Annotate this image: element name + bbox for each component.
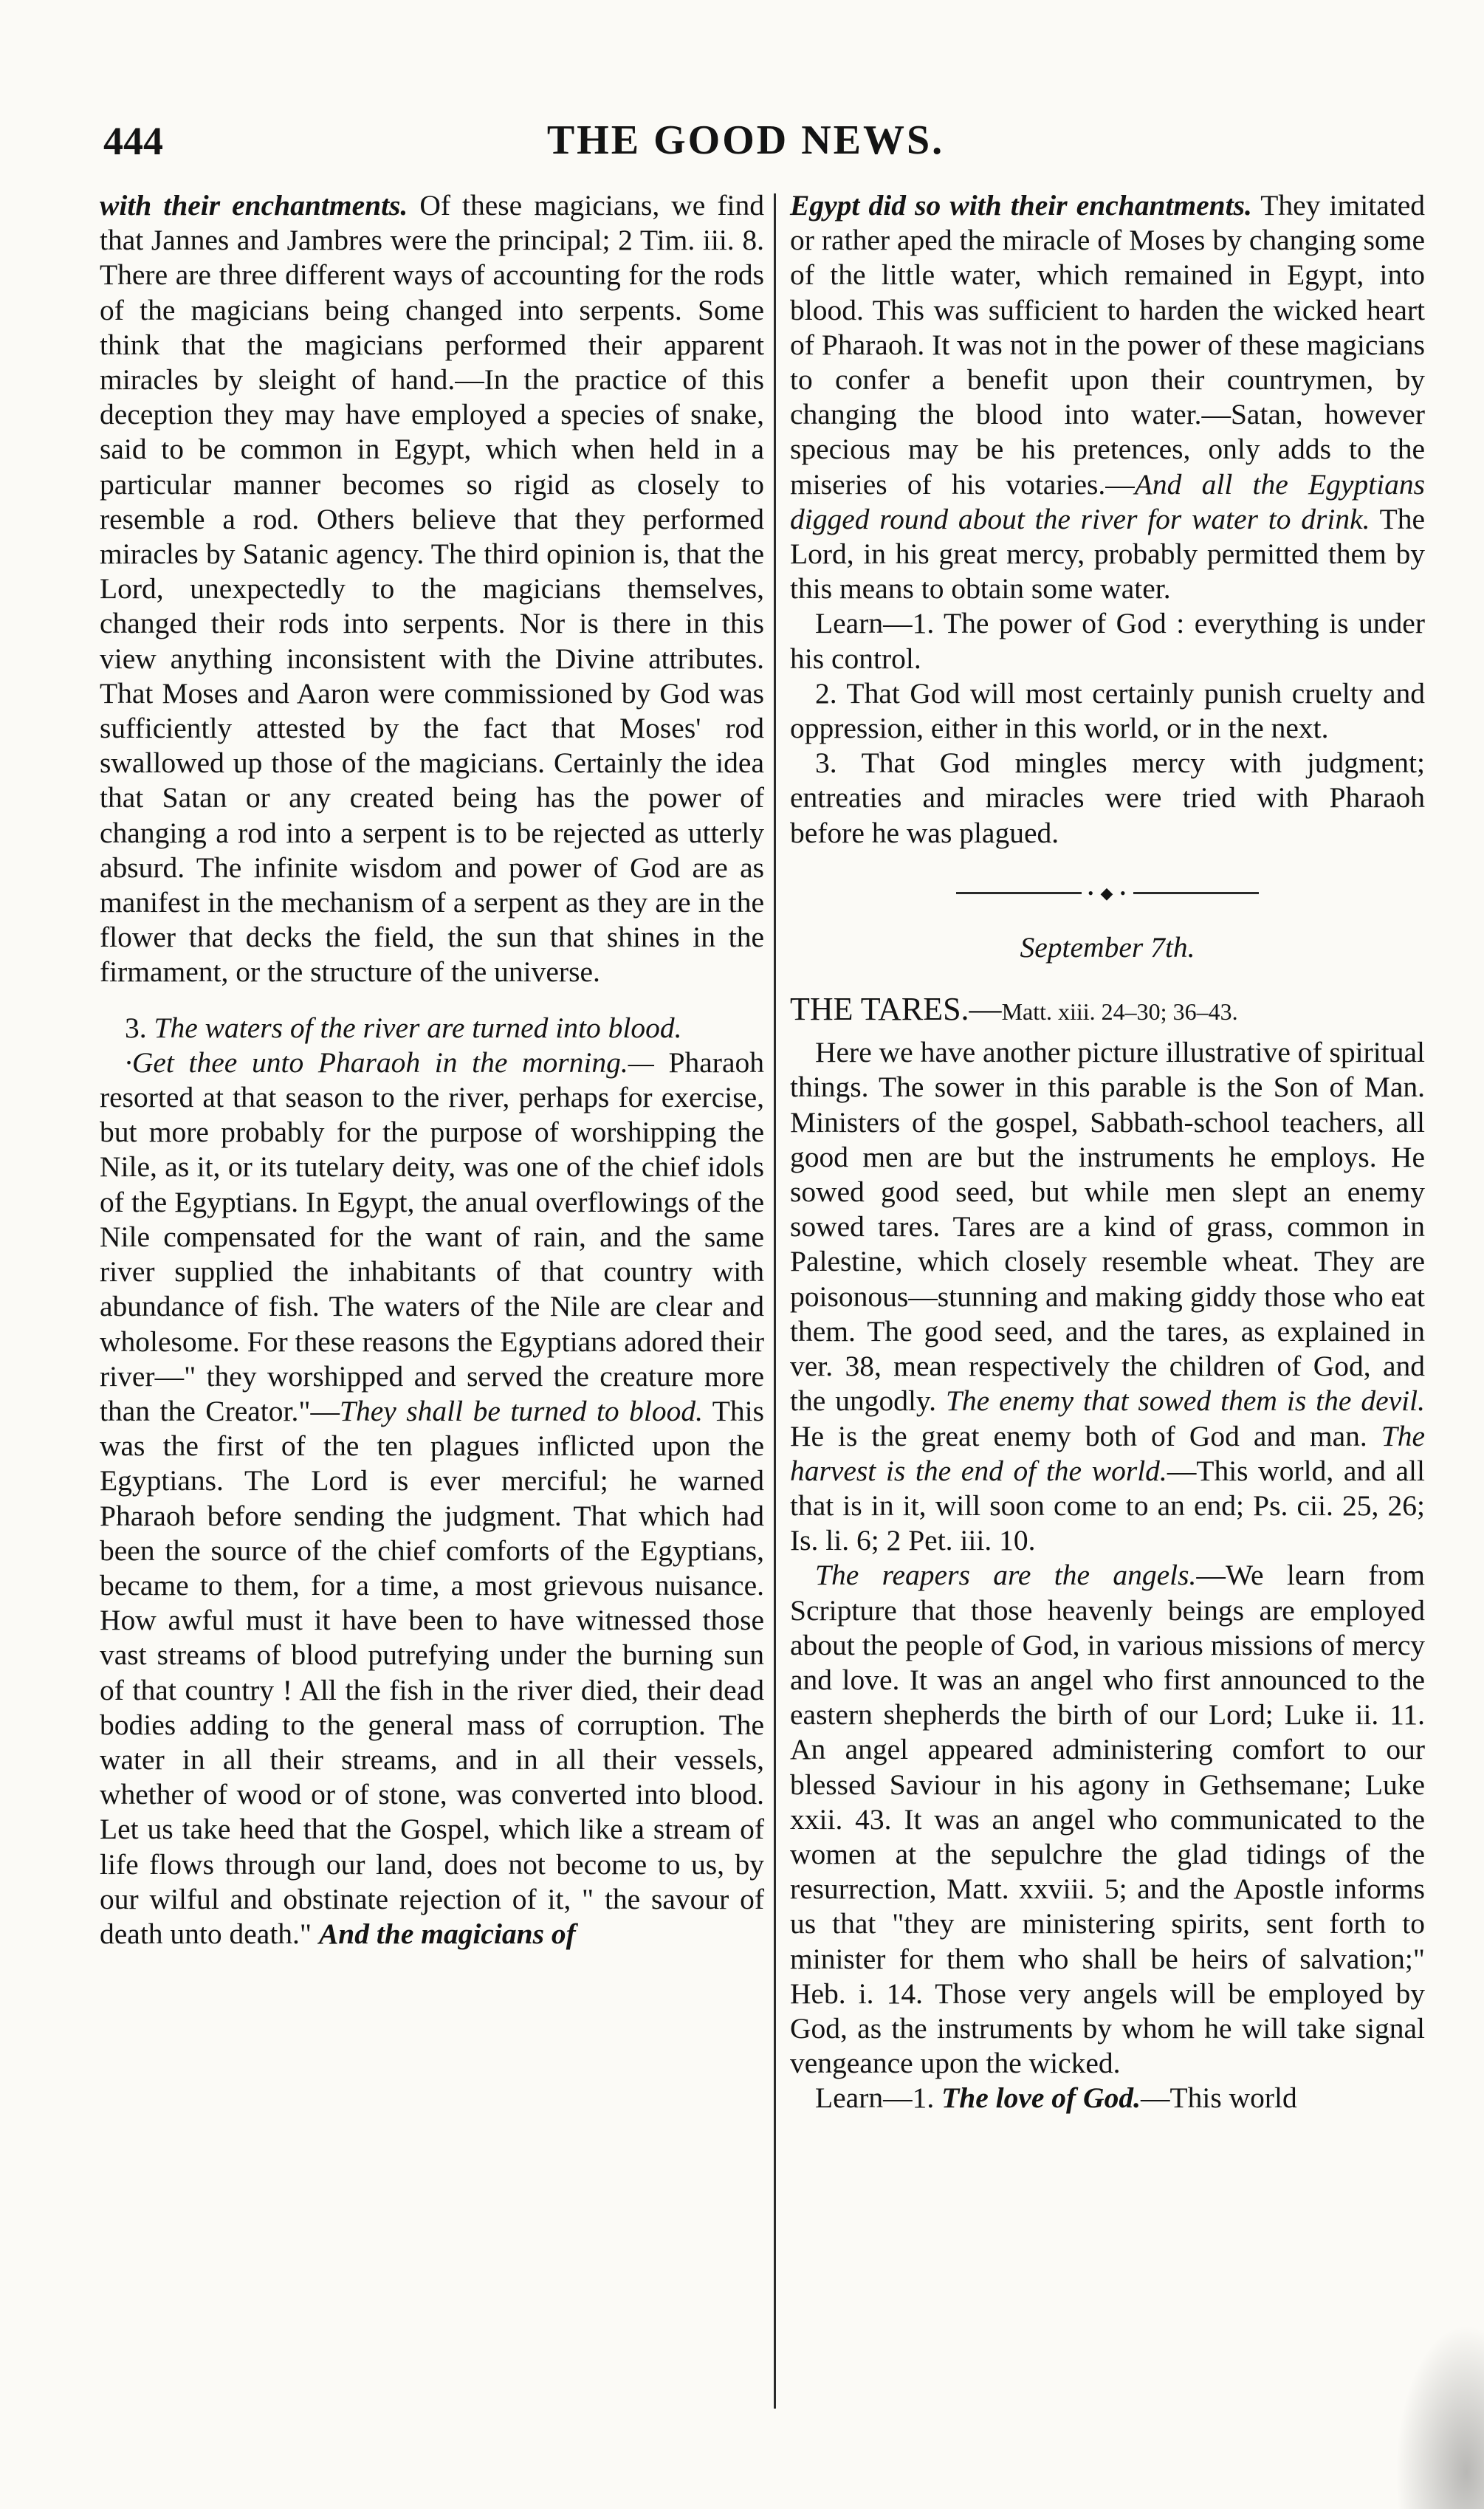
section-reference: Matt. xiii. 24–30; 36–43. xyxy=(1001,998,1238,1026)
text-run: Pharaoh resorted at that season to the river, perhaps for exercise, but more probably for the purpose of worshipping the Nile, as it, or its tutelary deity, was one of the chief idols of the Egyptians. In Egypt, the anual overflowings of the Nile compensated for the want of rain, and the same river supplied the inhabitants of that country with abundance of fish. The waters of the Nile are clear and wholesome. For these reasons the Egyptians adored their river—" they worshipped and served the creature more than the Creator."— xyxy=(100,1046,764,1427)
text-run: The reapers are the angels. xyxy=(815,1559,1197,1592)
text-run: —This world xyxy=(1140,2081,1297,2115)
section-ornament xyxy=(790,883,1425,902)
text-run: This was the first of the ten plagues inflicted upon the Egyptians. The Lord is ever merciful; he warned Pharaoh before sending the judgment. That which had been the source of the chief comforts of the Egyptians, became to them, for a time, a most grievous nuisance. How awful must it have been to have witnessed those vast streams of blood putrefying under the burning sun of that country ! All the fish in the river died, their dead bodies adding to the general mass of corruption. The water in all their streams, and in all their vessels, whether of wood or of stone, was converted into blood. Let us take heed that the Gospel, which like a stream of life flows through our land, does not become to us, by our wilful and obstinate rejection of it, " the savour of death unto death." xyxy=(100,1394,764,1950)
column-rule xyxy=(774,193,776,2409)
paragraph-pharaoh-river xyxy=(100,1046,764,1952)
text-run: They shall be turned to blood. xyxy=(340,1394,703,1427)
ornament-line-right xyxy=(1133,892,1259,894)
page-number: 444 xyxy=(103,119,163,163)
text-run: Learn—1. xyxy=(815,2081,942,2115)
paragraph-tares xyxy=(790,1035,1425,1558)
text-run: The Lord, in his great mercy, probably permitted them by this means to obtain some water. xyxy=(790,502,1425,605)
text-run: 3. xyxy=(125,1011,154,1044)
paragraph-learn-love xyxy=(790,2081,1425,2115)
paragraph-magicians xyxy=(100,188,764,990)
text-run: with their enchantments. xyxy=(100,189,408,222)
text-run: The harvest is the end of the world. xyxy=(790,1419,1425,1487)
text-run: —This world, and all that is in it, will soon come to an end; Ps. cii. 25, 26; Is. li. 6; 2 Pet. iii. 10. xyxy=(790,1454,1425,1557)
section-title xyxy=(790,992,1425,1029)
text-run: He is the great enemy both of God and man. xyxy=(790,1419,1381,1452)
text-run: —We learn from Scripture that those heavenly beings are employed about the people of God, in various missions of mercy and love. It was an angel who first announced to the eastern shepherds the birth of our Lord; Luke ii. 11. An angel appeared administering comfort to our blessed Saviour in his agony in Gethsemane; Luke xxii. 43. It was an angel who communicated to the women at the sepulchre the glad tidings of the resurrection, Matt. xxviii. 5; and the Apostle informs us that "they are ministering spirits, sent forth to minister for them who shall be heirs of salvation;" Heb. i. 14. Those very angels will be employed by God, as the instruments by whom he will take signal vengeance upon the wicked. xyxy=(790,1559,1425,2080)
ornament-dots: • ◆ • xyxy=(1088,883,1127,902)
running-head: THE GOOD NEWS. xyxy=(546,117,945,163)
text-run: The love of God. xyxy=(941,2081,1141,2115)
page-corner-stain xyxy=(1395,2324,1484,2509)
ornament-line-left xyxy=(956,892,1082,894)
learn-point-2: 2. That God will most certainly punish cruelty and oppression, either in this world, or in the next. xyxy=(790,676,1425,745)
text-run: And the magicians of xyxy=(318,1917,576,1950)
paragraph-reapers xyxy=(790,1558,1425,2081)
page-header xyxy=(96,111,1395,170)
text-run: ·Get thee unto Pharaoh in the morning.— xyxy=(125,1046,654,1079)
dateline: September 7th. xyxy=(1020,930,1195,964)
subheading-waters-to-blood xyxy=(100,1011,764,1046)
text-run: They imitated or rather aped the miracle of Moses by changing some of the little water, which remained in Egypt, into blood. This was sufficient to harden the wicked heart of Pharaoh. It was not in the power of these magicians to confer a benefit upon their countrymen, by changing the blood into water.—Satan, however specious may be his pretences, only adds to the miseries of his votaries.— xyxy=(790,189,1425,501)
left-column xyxy=(100,188,764,1952)
text-run: The waters of the river are turned into blood. xyxy=(154,1011,682,1044)
text-run: Of these magicians, we find that Jannes and Jambres were the principal; 2 Tim. iii. 8. There are three different ways of accounting for the rods of the magicians being changed into serpents. Some think that the magicians performed their apparent miracles by sleight of hand.—In the practice of this deception they may have employed a species of snake, said to be common in Egypt, which when held in a particular manner becomes so rigid as closely to resemble a rod. Others believe that they performed miracles by Satanic agency. The third opinion is, that the Lord, unexpectedly to the magicians themselves, changed their rods into serpents. Nor is there in this view anything inconsistent with the Divine attributes. That Moses and Aaron were commissioned by God was sufficiently attested by the fact that Moses' rod swallowed up those of the magicians. Certainly the idea that Satan or any created being has the power of changing a rod into a serpent is to be rejected as utterly absurd. The infinite wisdom and power of God are as manifest in the mechanism of a serpent as they are in the flower that decks the field, the sun that shines in the firmament, or the structure of the universe. xyxy=(100,189,764,989)
text-run: The enemy that sowed them is the devil. xyxy=(945,1384,1426,1418)
right-column xyxy=(790,188,1425,2116)
section-title-text: THE TARES.— xyxy=(790,991,1002,1028)
text-run: Here we have another picture illustrative of spiritual things. The sower in this parable is the Son of Man. Ministers of the gospel, Sabbath-school teachers, all good men are but the instruments he employs. He sowed good seed, but while men slept an enemy sowed tares. Tares are a kind of grass, common in Palestine, which closely resemble wheat. They are poisonous—stunning and making giddy those who eat them. The good seed, and the tares, as explained in ver. 38, mean respectively the children of God, and the ungodly. xyxy=(790,1036,1425,1418)
learn-point-1: Learn—1. The power of God : everything is under his control. xyxy=(790,607,1425,675)
text-run: And all the Egyptians digged round about the river for water to drink. xyxy=(790,467,1425,535)
paragraph-egypt-enchantments xyxy=(790,188,1425,606)
learn-point-3: 3. That God mingles mercy with judgment; entreaties and miracles were tried with Pharaoh before he was plagued. xyxy=(790,746,1425,849)
text-run: Egypt did so with their enchantments. xyxy=(790,189,1252,222)
